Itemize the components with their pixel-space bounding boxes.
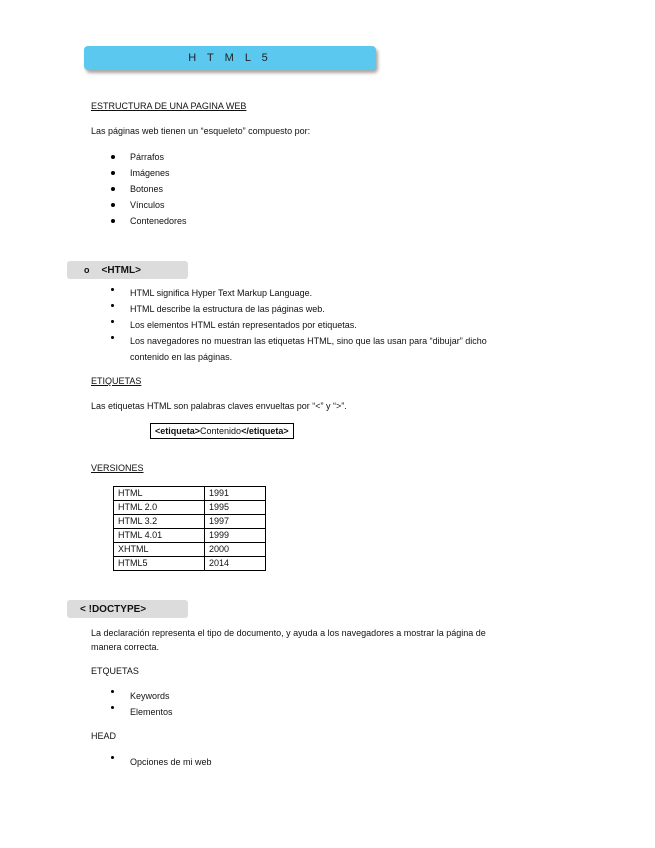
doctype-text-line1: La declaración representa el tipo de documento, y ayuda a los navegadores a mostrar la página de (91, 628, 486, 638)
list-item: Párrafos (130, 152, 165, 162)
table-cell-year: 1997 (205, 515, 266, 529)
doctype-section-label-text: < !DOCTYPE> (80, 603, 147, 615)
label-bullet: o (84, 265, 90, 275)
bullet-dot (111, 320, 114, 323)
html-section-label-text: <HTML> (101, 264, 141, 276)
etiquetas-text: Las etiquetas HTML son palabras claves envueltas por “<” y “>”. (91, 401, 347, 411)
bullet-dot (111, 171, 115, 175)
table-row (114, 557, 266, 571)
list-item-continuation: contenido en las páginas. (130, 352, 233, 362)
table-row (114, 515, 266, 529)
bullet-dot (111, 756, 114, 759)
document-title: H T M L 5 (188, 52, 272, 64)
list-item: Elementos (130, 707, 173, 717)
table-cell-year: 1999 (205, 529, 266, 543)
bullet-dot (111, 288, 114, 291)
table-cell-version: HTML 2.0 (114, 501, 205, 515)
versions-table (113, 486, 266, 571)
bullet-dot (111, 336, 114, 339)
estructura-heading: ESTRUCTURA DE UNA PAGINA WEB (91, 101, 247, 111)
table-cell-version: HTML 3.2 (114, 515, 205, 529)
etiquetas-heading: ETIQUETAS (91, 376, 142, 386)
list-item: Los navegadores no muestran las etiquetas HTML, sino que las usan para “dibujar” dicho (130, 336, 487, 346)
versiones-heading: VERSIONES (91, 463, 144, 473)
bullet-dot (111, 203, 115, 207)
list-item: HTML describe la estructura de las páginas web. (130, 304, 325, 314)
list-item: Keywords (130, 691, 170, 701)
head-heading: HEAD (91, 731, 117, 741)
list-item: Opciones de mi web (130, 757, 212, 767)
bullet-dot (111, 304, 114, 307)
list-item: Contenedores (130, 216, 187, 226)
table-row (114, 487, 266, 501)
table-cell-year: 2014 (205, 557, 266, 571)
html-section-label (67, 261, 188, 279)
bullet-dot (111, 219, 115, 223)
bullet-dot (111, 155, 115, 159)
list-item: Imágenes (130, 168, 170, 178)
list-item: HTML significa Hyper Text Markup Language. (130, 288, 313, 298)
table-cell-version: HTML 4.01 (114, 529, 205, 543)
bullet-dot (111, 690, 114, 693)
document-title-bar (84, 46, 376, 70)
list-item: Los elementos HTML están representados por etiquetas. (130, 320, 357, 330)
table-row (114, 543, 266, 557)
table-cell-version: XHTML (114, 543, 205, 557)
etquetas-heading: ETQUETAS (91, 666, 139, 676)
table-cell-year: 2000 (205, 543, 266, 557)
list-item: Vínculos (130, 200, 165, 210)
code-close-tag: </etiqueta> (241, 426, 289, 436)
code-example-box (150, 423, 294, 439)
estructura-intro: Las páginas web tienen un “esqueleto” compuesto por: (91, 126, 311, 136)
table-cell-version: HTML (114, 487, 205, 501)
table-cell-year: 1995 (205, 501, 266, 515)
table-row (114, 529, 266, 543)
code-open-tag: <etiqueta> (155, 426, 201, 436)
table-cell-version: HTML5 (114, 557, 205, 571)
list-item: Botones (130, 184, 164, 194)
code-content: Contenido (200, 426, 242, 436)
table-cell-year: 1991 (205, 487, 266, 501)
bullet-dot (111, 187, 115, 191)
doctype-text-line2: manera correcta. (91, 642, 160, 652)
table-row (114, 501, 266, 515)
doctype-section-label (67, 600, 188, 618)
bullet-dot (111, 706, 114, 709)
